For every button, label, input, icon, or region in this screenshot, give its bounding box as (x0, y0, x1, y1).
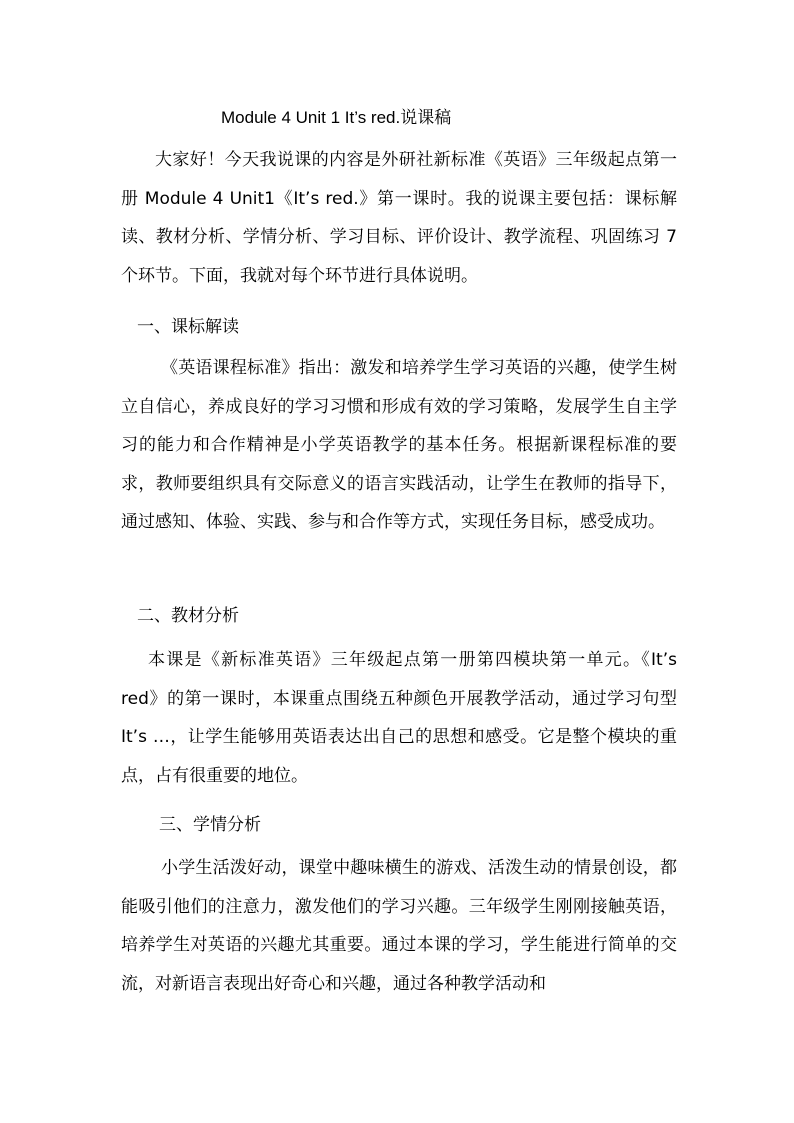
section-body-textbook: 本课是《新标准英语》三年级起点第一册第四模块第一单元。《It’s red》的第一课时，本课重点围绕五种颜色开展教学活动，通过学习句型 It’s …，让学生能够用英语表达出自己的思想和感受。它是整个模块的重点，占有很重要的地位。 (121, 650, 677, 786)
intro-paragraph: 大家好！今天我说课的内容是外研社新标准《英语》三年级起点第一册 Module 4 Unit1《It’s red.》第一课时。我的说课主要包括：课标解读、教材分析、学情分析、学习目标、评价设计、教学流程、巩固练习 7 个环节。下面，我就对每个环节进行具体说明。 (121, 150, 677, 286)
section-body-curriculum: 《英语课程标准》指出：激发和培养学生学习英语的兴趣，使学生树立自信心，养成良好的学习习惯和形成有效的学习策略，发展学生自主学习的能力和合作精神是小学英语教学的基本任务。根据新课程标准的要求，教师要组织具有交际意义的语言实践活动，让学生在教师的指导下，通过感知、体验、实践、参与和合作等方式，实现任务目标，感受成功。 (121, 358, 677, 532)
section-heading-learner: 三、学情分析 (159, 815, 261, 835)
section-body-learner: 小学生活泼好动，课堂中趣味横生的游戏、活泼生动的情景创设，都能吸引他们的注意力，激发他们的学习兴趣。三年级学生刚刚接触英语，培养学生对英语的兴趣尤其重要。通过本课的学习，学生能进行简单的交流，对新语言表现出好奇心和兴趣，通过各种教学活动和 (121, 858, 677, 994)
section-heading-textbook: 二、教材分析 (137, 606, 239, 626)
document-title: Module 4 Unit 1 It’s red.说课稿 (221, 108, 452, 127)
section-heading-curriculum: 一、课标解读 (137, 317, 239, 337)
